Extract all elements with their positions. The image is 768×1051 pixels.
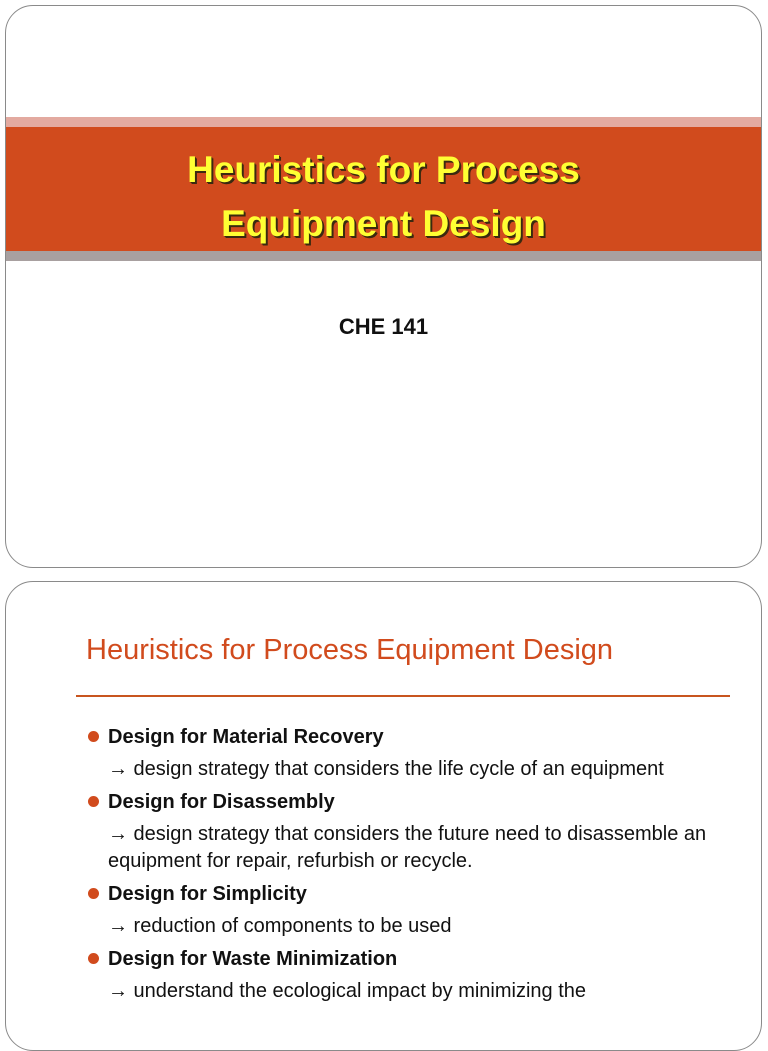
slide-title-line-1: Heuristics for Process — [187, 149, 580, 190]
bullet-heading-text: Design for Waste Minimization — [108, 948, 398, 970]
list-item — [86, 787, 736, 875]
title-band-top-stripe — [6, 117, 761, 127]
bullet-description: → understand the ecological impact by minimizing the — [108, 980, 587, 1002]
bullet-heading-text: Design for Material Recovery — [108, 726, 384, 748]
title-slide — [5, 5, 762, 568]
bullet-dot-icon — [88, 731, 99, 742]
bullet-description: → design strategy that considers the life cycle of an equipment — [108, 758, 664, 780]
bullet-heading — [86, 879, 736, 909]
course-code: CHE 141 — [338, 314, 429, 339]
slide-title — [6, 143, 761, 251]
bullet-dot-icon — [88, 888, 99, 899]
bullet-dot-icon — [88, 953, 99, 964]
bullet-list — [86, 722, 736, 1009]
list-item — [86, 879, 736, 940]
content-slide — [5, 581, 762, 1051]
title-underline — [76, 695, 730, 697]
bullet-heading — [86, 722, 736, 752]
content-slide-title: Heuristics for Process Equipment Design — [86, 634, 614, 666]
title-band-bottom-stripe — [6, 251, 761, 261]
bullet-description: → design strategy that considers the future need to disassemble an equipment for repair, refurbish or recycle. — [108, 823, 707, 872]
list-item — [86, 944, 736, 1005]
bullet-heading-text: Design for Disassembly — [108, 791, 335, 813]
bullet-heading-text: Design for Simplicity — [108, 883, 307, 905]
bullet-heading — [86, 787, 736, 817]
bullet-heading — [86, 944, 736, 974]
bullet-description: → reduction of components to be used — [108, 915, 452, 937]
list-item — [86, 722, 736, 783]
slide-title-line-2: Equipment Design — [221, 203, 546, 244]
bullet-dot-icon — [88, 796, 99, 807]
